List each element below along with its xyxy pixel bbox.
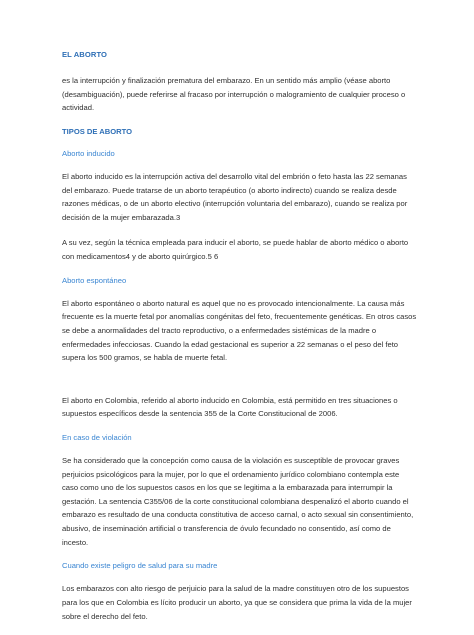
health-risk-heading: Cuando existe peligro de salud para su madre [62,561,218,571]
induced-abortion-heading: Aborto inducido [62,149,115,158]
spontaneous-paragraph: El aborto espontáneo o aborto natural es aquel que no es provocado intencionalmente. La causa más frecuente es la muerte fetal por anomalías congénitas del feto, frecuentemente genéticas. En otros casos se debe a anormalidades del tracto reproductivo, o a enfermedades sistémicas de la madre o enfermedades infecciosas. Cuando la edad gestacional es superior a 22 semanas o el peso del feto supera los 500 gramos, se habla de muerte fetal. [62,298,417,363]
types-heading: TIPOS DE ABORTO [62,126,133,136]
document-title: EL ABORTO [62,50,108,59]
induced-paragraph-1: El aborto inducido es la interrupción activa del desarrollo vital del embrión o feto hasta las 22 semanas del embarazo. Puede tratarse de un aborto terapéutico (o aborto indirecto) cuando se realiza desde razones médicas, o de un aborto electivo (interrupción voluntaria del embarazo), cuando se realiza por decisión de la mujer embarazada.3 [62,172,408,222]
violation-paragraph: Se ha considerado que la concepción como causa de la violación es susceptible de provocar graves perjuicios psicológicos para la mujer, por lo que el ordenamiento jurídico colombiano contempla este caso como uno de los supuestos casos en los que se legitima a la embarazada para interrumpir la gestación. La sentencia C355/06 de la corte constitucional colombiana despenalizó el aborto cuando el embarazo es resultado de una conducta constitutiva de acceso carnal, o acto sexual sin consentimiento, abusivo, de inseminación artificial o transferencia de óvulo fecundado no consentido, así como de incesto. [62,456,414,547]
induced-paragraph-2: A su vez, según la técnica empleada para inducir el aborto, se puede hablar de aborto médico o aborto con medicamentos4 y de aborto quirúrgico.5 6 [62,238,409,262]
violation-heading: En caso de violación [62,432,132,442]
intro-paragraph: es la interrupción y finalización prematura del embarazo. En un sentido más amplio (véase aborto (desambiguación), puede referirse al fracaso por interrupción o malogramiento de cualquier proceso o actividad. [62,76,406,113]
spontaneous-abortion-heading: Aborto espontáneo [62,275,127,285]
colombia-paragraph: El aborto en Colombia, referido al aborto inducido en Colombia, está permitido en tres situaciones o supuestos específicos desde la sentencia 355 de la Corte Constitucional de 2006. [62,395,398,419]
section-spacer [62,377,417,394]
document-page [62,50,417,635]
health-risk-paragraph: Los embarazos con alto riesgo de perjuicio para la salud de la madre constituyen otro de los supuestos para los que en Colombia es lícito producir un aborto, ya que se considera que prima la vida de la mujer sobre el derecho del feto. [62,584,412,621]
